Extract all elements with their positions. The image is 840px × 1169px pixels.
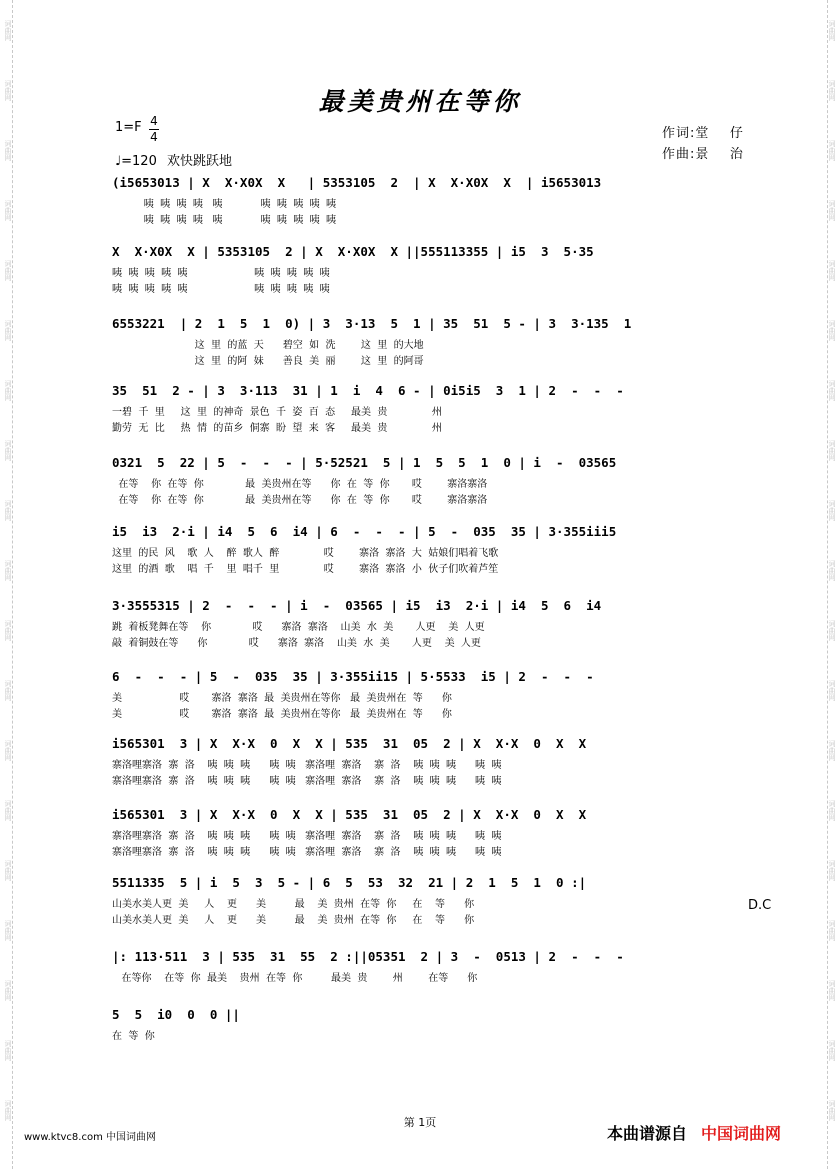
lyric-line-2: 这 里 的阿 妹 善良 美 丽 这 里 的阿哥 [112,356,424,367]
lyric-line-2: 寨洛哩寨洛 寨 洛 咦 咦 咦 咦 咦 寨洛哩 寨洛 寨 洛 咦 咦 咦 咦 咦 [112,776,502,787]
lyric-line-1: 咦 咦 咦 咦 咦 咦 咦 咦 咦 咦 [112,268,330,279]
key-signature: 1=F [115,120,142,135]
lyric-line-1: 在等 你 在等 你 最 美贵州在等 你 在 等 你 哎 寨洛寨洛 [112,479,488,490]
watermark-left: 词曲网 [4,920,12,941]
tempo-marking [115,150,232,169]
lyric-line-2: 勤劳 无 比 热 情 的苗乡 侗寨 盼 望 来 客 最美 贵 州 [112,423,442,434]
watermark-right: 词曲网 [828,500,836,521]
meter-top: 4 [150,114,158,128]
notation-line: 6 - - - | 5 - 035 35 | 3·355ii15 | 5·5533 i5 | 2 - - - [112,669,594,684]
lyric-line-1: 跳 着板凳舞在等 你 哎 寨洛 寨洛 山美 水 美 人更 美 人更 [112,622,485,633]
watermark-right: 词曲网 [828,740,836,761]
lyric-line-1: 咦 咦 咦 咦 咦 咦 咦 咦 咦 咦 [112,199,336,210]
composer-credit: 作曲:景 治 [662,147,744,162]
watermark-left: 词曲网 [4,80,12,101]
watermark-left: 词曲网 [4,680,12,701]
watermark-right: 词曲网 [828,1100,836,1121]
lyric-line-1: 寨洛哩寨洛 寨 洛 咦 咦 咦 咦 咦 寨洛哩 寨洛 寨 洛 咦 咦 咦 咦 咦 [112,831,502,842]
notation-line: i565301 3 | X X·X 0 X X | 535 31 05 2 | X X·X 0 X X [112,807,587,822]
watermark-left: 词曲网 [4,620,12,641]
watermark-left: 词曲网 [4,980,12,1001]
watermark-right: 词曲网 [828,80,836,101]
lyric-line-1: 美 哎 寨洛 寨洛 最 美贵州在等你 最 美贵州在 等 你 [112,693,452,704]
footer-source-label: 本曲谱源自 [607,1124,688,1143]
notation-line: 0321 5 22 | 5 - - - | 5·52521 5 | 1 5 5 1 0 | i - 03565 [112,455,617,470]
watermark-left: 词曲网 [4,1040,12,1061]
notation-line: 3·3555315 | 2 - - - | i - 03565 | i5 i3 2·i | i4 5 6 i4 [112,598,602,613]
watermark-right: 词曲网 [828,440,836,461]
time-signature [148,114,160,145]
notation-line: |: 113·511 3 | 535 31 55 2 :||05351 2 | 3 - 0513 | 2 - - - [112,949,624,964]
lyricist-credit: 作词:堂 仔 [662,126,744,141]
watermark-left: 词曲网 [4,20,12,41]
tempo-value: ♩=120 [115,154,157,169]
watermark-right: 词曲网 [828,800,836,821]
lyric-line-1: 一碧 千 里 这 里 的神奇 景色 千 姿 百 态 最美 贵 州 [112,407,442,418]
tempo-expression: 欢快跳跃地 [166,154,232,169]
song-title: 最美贵州在等你 [318,87,522,116]
watermark-left: 词曲网 [4,860,12,881]
watermark-right: 词曲网 [828,260,836,281]
notation-line: i565301 3 | X X·X 0 X X | 535 31 05 2 | X X·X 0 X X [112,736,587,751]
lyric-line-2: 美 哎 寨洛 寨洛 最 美贵州在等你 最 美贵州在 等 你 [112,709,452,720]
footer-brand: 中国词曲网 [701,1124,782,1143]
lyric-line-2: 这里 的酒 歌 唱 千 里 唱千 里 哎 寨洛 寨洛 小 伙子们吹着芦笙 [112,564,499,575]
lyric-line-1: 寨洛哩寨洛 寨 洛 咦 咦 咦 咦 咦 寨洛哩 寨洛 寨 洛 咦 咦 咦 咦 咦 [112,760,502,771]
watermark-right: 词曲网 [828,680,836,701]
dc-mark: D.C [748,898,772,913]
notation-line: X X·X0X X | 5353105 2 | X X·X0X X ||555113355 | i5 3 5·35 [112,244,594,259]
meter-bottom: 4 [150,130,158,144]
watermark-left: 词曲网 [4,260,12,281]
lyric-line-2: 咦 咦 咦 咦 咦 咦 咦 咦 咦 咦 [112,215,336,226]
watermark-right: 词曲网 [828,20,836,41]
watermark-left: 词曲网 [4,1100,12,1121]
watermark-right: 词曲网 [828,140,836,161]
notation-line: i5 i3 2·i | i4 5 6 i4 | 6 - - - | 5 - 035 35 | 3·355iii5 [112,524,617,539]
watermark-left: 词曲网 [4,140,12,161]
watermark-left: 词曲网 [4,440,12,461]
lyric-line-2 [112,1046,764,1059]
footer-source [607,1121,781,1144]
watermark-right: 词曲网 [828,860,836,881]
watermark-left: 词曲网 [4,560,12,581]
watermark-right: 词曲网 [828,200,836,221]
lyric-line-1: 这里 的民 风 歌 人 醉 歌人 醉 哎 寨洛 寨洛 大 姑娘们唱着飞歌 [112,548,499,559]
watermark-right: 词曲网 [828,560,836,581]
notation-line: 35 51 2 - | 3 3·113 31 | 1 i 4 6 - | 0i5i5 3 1 | 2 - - - [112,383,624,398]
notation-line: 5 5 i0 0 0 || [112,1007,240,1022]
watermark-right: 词曲网 [828,980,836,1001]
footer-site: www.ktvc8.com 中国词曲网 [24,1132,157,1143]
lyric-line-2: 山美水美人更 美 人 更 美 最 美 贵州 在等 你 在 等 你 [112,915,475,926]
lyric-line-1: 山美水美人更 美 人 更 美 最 美 贵州 在等 你 在 等 你 [112,899,475,910]
watermark-left: 词曲网 [4,500,12,521]
lyric-line-2 [112,988,764,1001]
watermark-left: 词曲网 [4,800,12,821]
lyric-line-2: 在等 你 在等 你 最 美贵州在等 你 在 等 你 哎 寨洛寨洛 [112,495,488,506]
lyric-line-2: 咦 咦 咦 咦 咦 咦 咦 咦 咦 咦 [112,284,330,295]
watermark-right: 词曲网 [828,1040,836,1061]
lyric-line-1: 在等你 在等 你 最美 贵州 在等 你 最美 贵 州 在等 你 [112,973,478,984]
watermark-right: 词曲网 [828,320,836,341]
lyric-line-2: 寨洛哩寨洛 寨 洛 咦 咦 咦 咦 咦 寨洛哩 寨洛 寨 洛 咦 咦 咦 咦 咦 [112,847,502,858]
lyric-line-1: 这 里 的蓝 天 碧空 如 洗 这 里 的大地 [112,340,424,351]
watermark-left: 词曲网 [4,380,12,401]
notation-line: (i5653013 | X X·X0X X | 5353105 2 | X X·X0X X | i5653013 [112,175,602,190]
watermark-right: 词曲网 [828,380,836,401]
lyric-line-2: 敲 着铜鼓在等 你 哎 寨洛 寨洛 山美 水 美 人更 美 人更 [112,638,481,649]
page-number: 第 1页 [403,1116,437,1129]
watermark-left: 词曲网 [4,740,12,761]
notation-line: 5511335 5 | i 5 3 5 - | 6 5 53 32 21 | 2 1 5 1 0 :| [112,875,587,890]
notation-line: 6553221 | 2 1 5 1 0) | 3 3·13 5 1 | 35 51 5 - | 3 3·135 1 [112,316,632,331]
watermark-right: 词曲网 [828,920,836,941]
lyric-line-1: 在 等 你 [112,1031,155,1042]
watermark-left: 词曲网 [4,320,12,341]
watermark-right: 词曲网 [828,620,836,641]
watermark-left: 词曲网 [4,200,12,221]
